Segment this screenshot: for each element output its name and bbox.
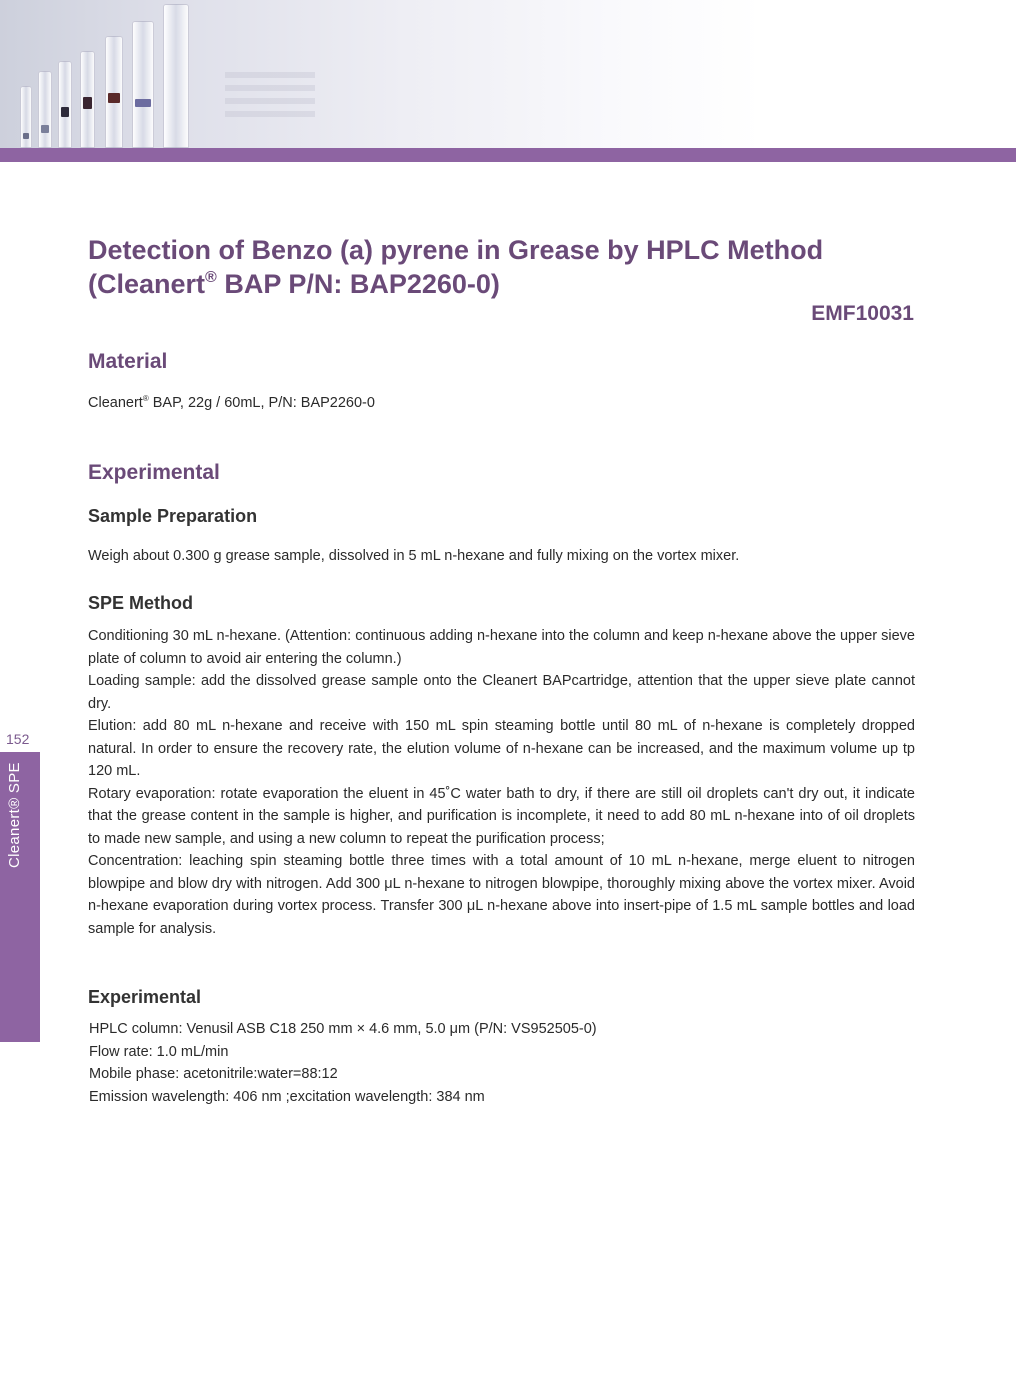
document-code: EMF10031 — [811, 302, 914, 325]
experimental-heading: Experimental — [88, 461, 220, 484]
material-heading: Material — [88, 350, 168, 373]
spe-step-concentration: Concentration: leaching spin steaming bottle three times with a total amount of 10 mL n-hexane, merge eluent to nitrogen blowpipe and blow dry with nitrogen. Add 300 μL n-hexane to nitrogen blowpipe, thoroughly mixing above the vortex mixer. Avoid n-hexane evaporation during vortex process. Transfer 300 μL n-hexane above into insert-pipe of 1.5 mL sample bottles and load sample for analysis. — [88, 853, 915, 937]
sample-prep-heading: Sample Preparation — [88, 506, 258, 526]
document-title — [88, 233, 928, 301]
spe-method-text — [88, 625, 915, 940]
spe-cartridge-icon — [105, 36, 123, 148]
spe-step-elution: Elution: add 80 mL n-hexane and receive with 150 mL spin steaming bottle until 80 mL of n-hexane is completely dropped natural. In order to ensure the recovery rate, the elution volume of n-hexane can be increased, and the maximum volume up tp 120 mL. — [88, 718, 915, 779]
sample-prep-text: Weigh about 0.300 g grease sample, dissolved in 5 mL n-hexane and fully mixing on the vortex mixer. — [88, 548, 740, 564]
flow-rate: Flow rate: 1.0 mL/min — [89, 1043, 229, 1060]
header-banner — [0, 0, 1016, 148]
spe-cartridge-icon — [38, 71, 52, 148]
registered-mark: ® — [142, 394, 149, 403]
title-line-2 — [88, 267, 928, 301]
wavelengths: Emission wavelength: 406 nm ;excitation wavelength: 384 nm — [89, 1088, 485, 1105]
spe-cartridge-icon — [80, 51, 95, 148]
spe-step-rotary-evaporation: Rotary evaporation: rotate evaporation the eluent in 45˚C water bath to dry, if there are still oil droplets can't dry out, it indicate that the grease content in the sample is higher, and purification is incomplete, it need to add 80 mL n-hexane into of oil droplets to made new sample, and using a new column to repeat the purification process; — [88, 785, 915, 847]
header-color-band — [0, 148, 1016, 162]
spe-method-heading: SPE Method — [88, 593, 194, 613]
material-brand: Cleanert — [88, 395, 143, 411]
side-tab-label: Cleanert® SPE — [6, 762, 23, 868]
hplc-conditions — [89, 1018, 597, 1108]
mobile-phase: Mobile phase: acetonitrile:water=88:12 — [89, 1066, 338, 1083]
experimental-hplc-heading: Experimental — [88, 987, 202, 1007]
hplc-column: HPLC column: Venusil ASB C18 250 mm × 4.6 mm, 5.0 μm (P/N: VS952505-0) — [89, 1021, 597, 1037]
syringe-icon — [163, 4, 189, 148]
spe-cartridge-icon — [20, 86, 32, 148]
registered-mark: ® — [205, 269, 217, 286]
title-brand: (Cleanert — [88, 269, 206, 299]
material-spec: BAP, 22g / 60mL, P/N: BAP2260-0 — [148, 395, 375, 411]
syringe-icon — [132, 21, 154, 148]
spe-step-loading: Loading sample: add the dissolved grease sample onto the Cleanert BAPcartridge, attention that the upper sieve plate cannot dry. — [88, 673, 915, 712]
spe-step-conditioning: Conditioning 30 mL n-hexane. (Attention: continuous adding n-hexane into the column and keep n-hexane above the upper sieve plate of column to avoid air entering the column.) — [88, 628, 915, 667]
title-line-1: Detection of Benzo (a) pyrene in Grease by HPLC Method — [88, 235, 824, 265]
spe-cartridge-icon — [58, 61, 72, 148]
title-part-number: BAP P/N: BAP2260-0) — [216, 269, 500, 299]
material-text — [88, 392, 915, 415]
page-number: 152 — [6, 731, 30, 747]
banner-faded-text-graphic — [225, 72, 315, 122]
